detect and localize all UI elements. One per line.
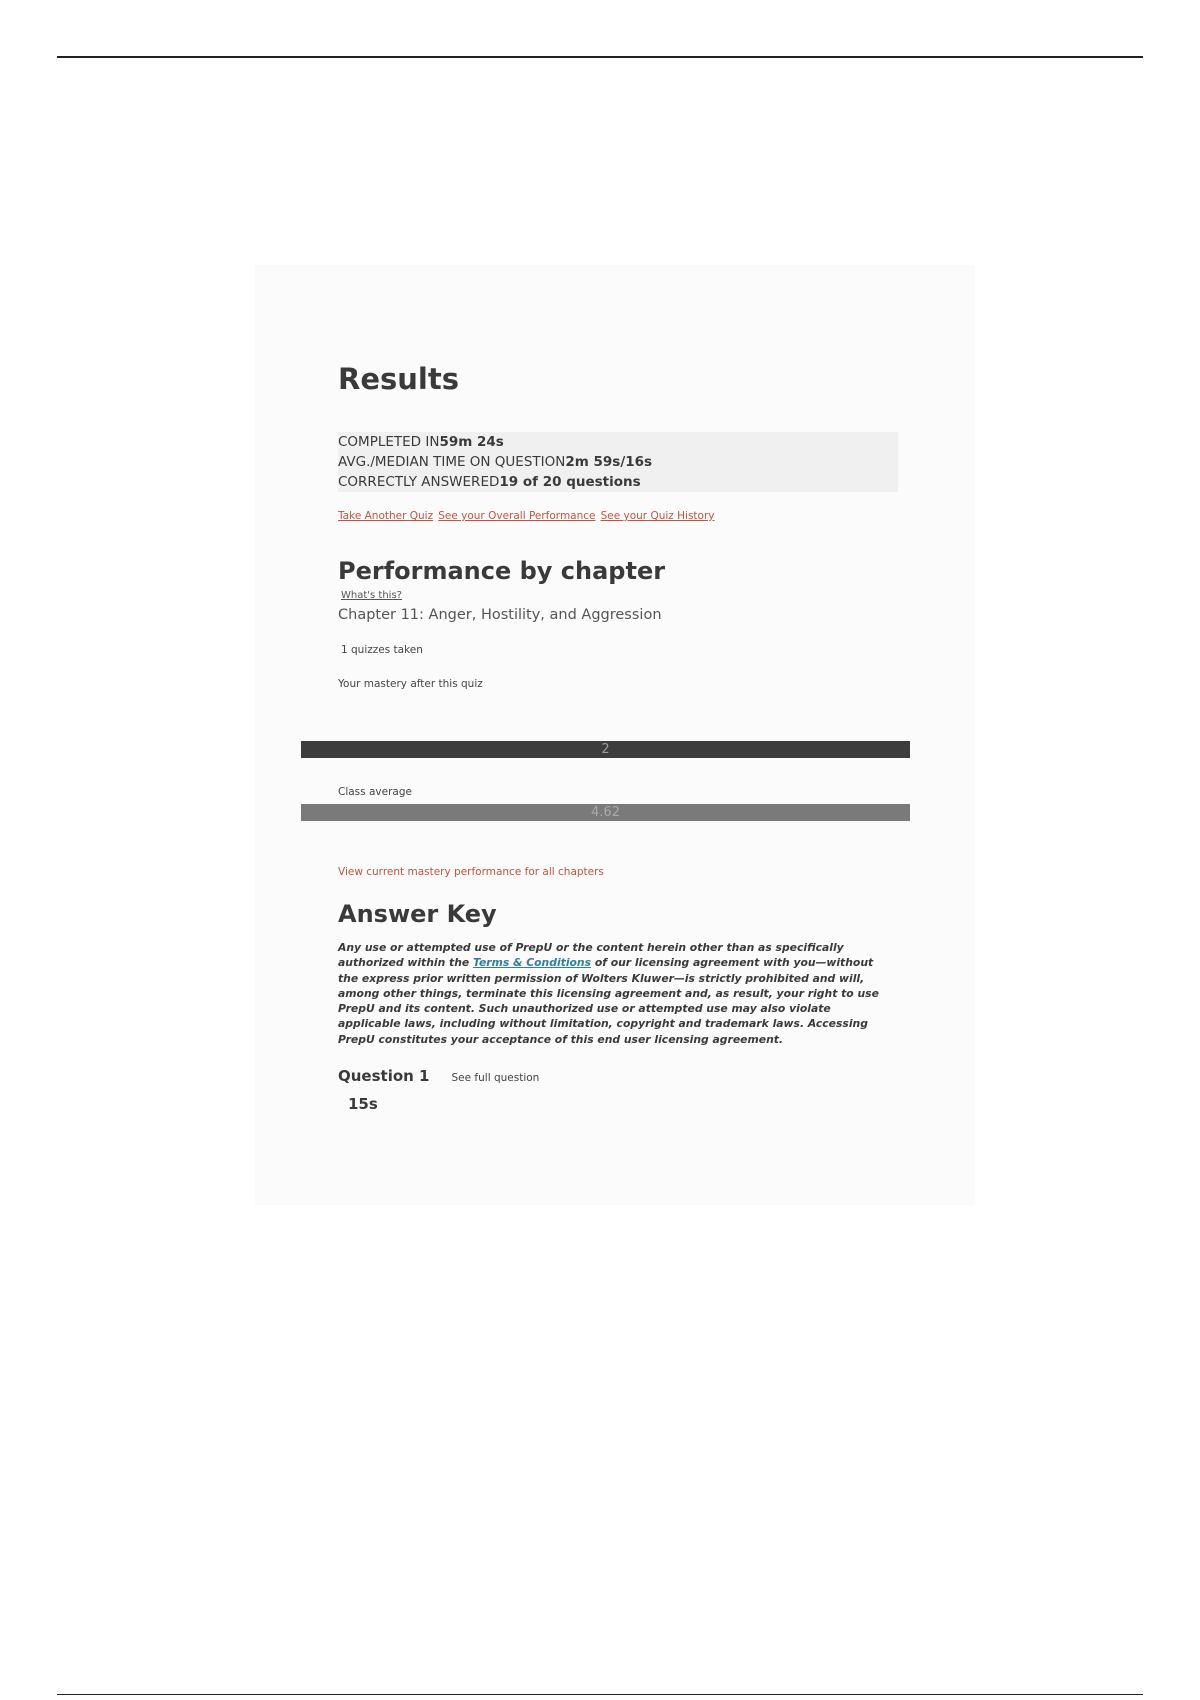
completed-label: COMPLETED IN bbox=[338, 434, 440, 450]
class-average-bar bbox=[301, 804, 910, 821]
answer-key-title: Answer Key bbox=[338, 900, 497, 928]
license-disclaimer bbox=[338, 940, 893, 1047]
disclaimer-text-end: of our licensing agreement with you—without the express prior written permission of Wolters Kluwer—is strictly prohibited and will, among other things, terminate this licensing agreement and, as result, your right to use PrepU and its content. Such unauthorized use or attempted use may also violate applicable laws, including without limitation, copyright and trademark laws. Accessing PrepU constitutes your acceptance of this end user licensing agreement. bbox=[338, 956, 879, 1046]
results-stats bbox=[338, 432, 898, 492]
chapter-name: Chapter 11: Anger, Hostility, and Aggression bbox=[338, 607, 662, 623]
bottom-rule bbox=[57, 1694, 1143, 1695]
results-content bbox=[338, 362, 918, 690]
completed-value: 59m 24s bbox=[439, 434, 504, 450]
avg-time-row bbox=[338, 452, 898, 472]
correct-value: 19 of 20 questions bbox=[499, 474, 641, 490]
avg-time-value: 2m 59s/16s bbox=[565, 454, 653, 470]
performance-title: Performance by chapter bbox=[338, 557, 666, 585]
terms-conditions-link[interactable]: Terms & Conditions bbox=[472, 956, 592, 970]
mastery-value: 2 bbox=[601, 742, 610, 757]
question-label: Question 1 bbox=[338, 1067, 430, 1086]
top-rule bbox=[57, 56, 1143, 58]
answer-key-section bbox=[338, 902, 898, 1113]
quizzes-taken: 1 quizzes taken bbox=[341, 644, 423, 656]
see-full-question-link[interactable]: See full question bbox=[451, 1072, 540, 1085]
quiz-history-link[interactable]: See your Quiz History bbox=[600, 510, 715, 522]
results-title: Results bbox=[338, 362, 459, 396]
class-average-label: Class average bbox=[338, 786, 412, 798]
disclaimer-text-start: Any use or attempted use of PrepU or the content herein other than as specifically authorized within the bbox=[338, 941, 844, 970]
question-time: 15s bbox=[348, 1095, 378, 1114]
overall-performance-link[interactable]: See your Overall Performance bbox=[438, 510, 596, 522]
take-another-quiz-link[interactable]: Take Another Quiz bbox=[338, 510, 434, 522]
correct-row bbox=[338, 472, 898, 492]
view-all-chapters-link[interactable]: View current mastery performance for all chapters bbox=[338, 866, 604, 878]
mastery-bar bbox=[301, 741, 910, 758]
whats-this-link[interactable]: What's this? bbox=[341, 590, 402, 601]
completed-row bbox=[338, 432, 898, 452]
class-average-value: 4.62 bbox=[591, 805, 620, 820]
question-row bbox=[338, 1067, 898, 1085]
mastery-label: Your mastery after this quiz bbox=[338, 678, 483, 690]
avg-time-label: AVG./MEDIAN TIME ON QUESTION bbox=[338, 454, 566, 470]
correct-label: CORRECTLY ANSWERED bbox=[338, 474, 500, 490]
